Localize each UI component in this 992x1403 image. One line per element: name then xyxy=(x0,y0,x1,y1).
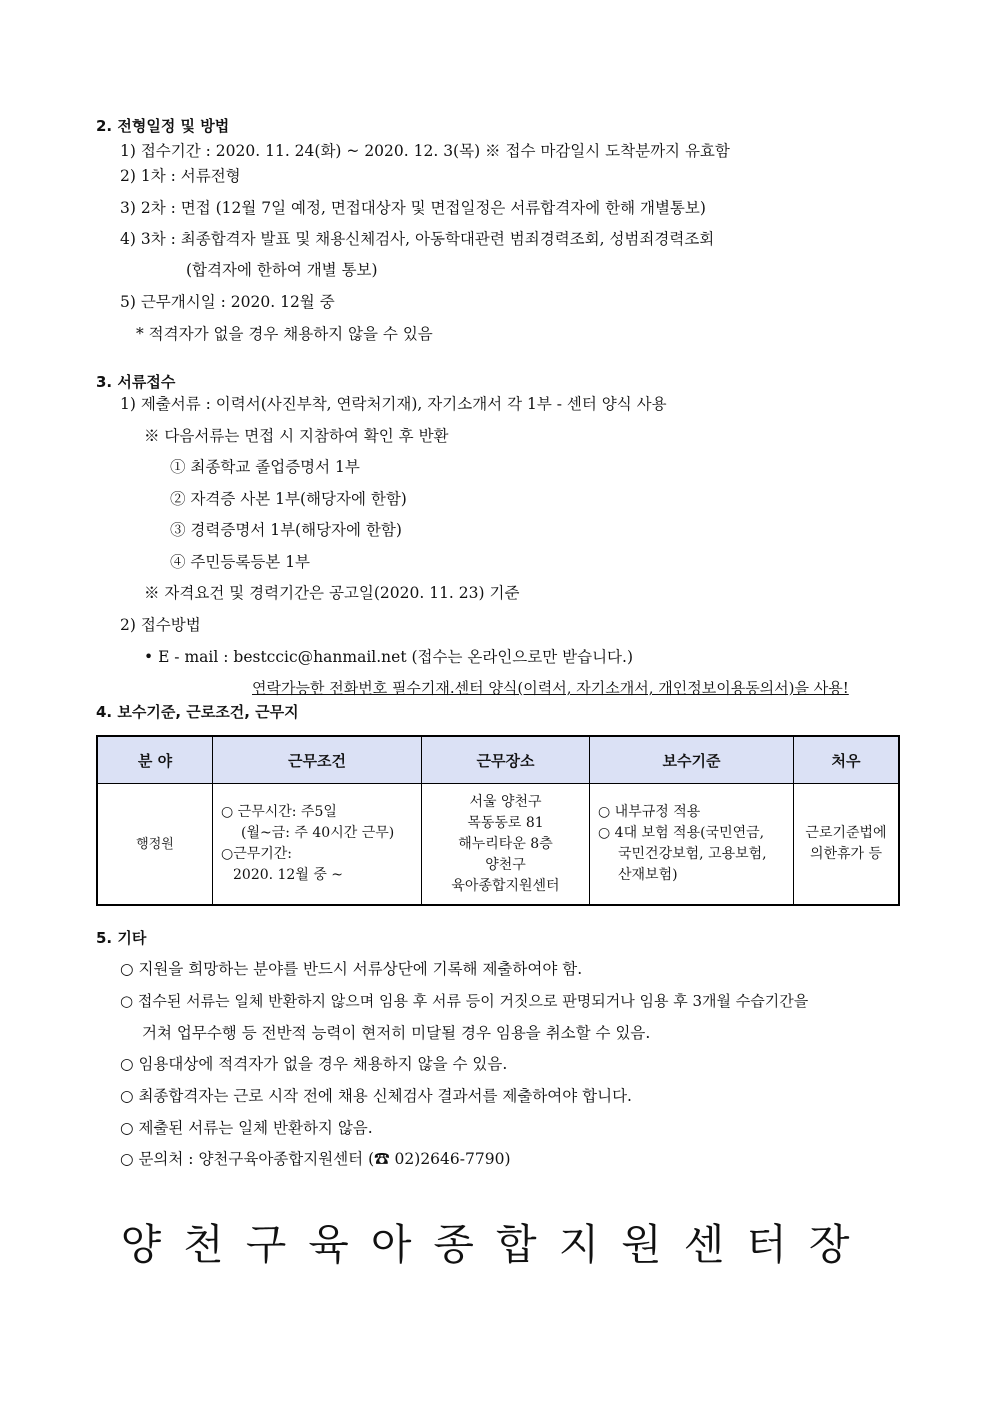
pay-line-2: ○ 4대 보험 적용(국민연금, xyxy=(598,825,765,841)
s5-item-4: ○ 최종합격자는 근로 시작 전에 채용 신체검사 결과서를 제출하여야 합니다. xyxy=(120,1087,632,1105)
s2-line-3: 3) 2차 : 면접 (12월 7일 예정, 면접대상자 및 면접일정은 서류합격자에 한해 개별통보) xyxy=(120,199,706,217)
pay-line-4: 산재보험) xyxy=(618,867,678,883)
cell-place xyxy=(422,784,590,906)
signature: 양천구육아종합지원센터장 xyxy=(120,1220,872,1269)
s5-item-1: ○ 지원을 희망하는 분야를 반드시 서류상단에 기록해 제출하여야 함. xyxy=(120,960,583,978)
s3-line-2: 2) 접수방법 xyxy=(120,616,201,634)
s2-line-4b: (합격자에 한하여 개별 통보) xyxy=(186,261,378,279)
s3-note-1: ※ 다음서류는 면접 시 지참하여 확인 후 반환 xyxy=(144,427,449,445)
cond-line-1: ○ 근무시간: 주5일 xyxy=(221,804,337,820)
s3-note-2: ※ 자격요건 및 경력기간은 공고일(2020. 11. 23) 기준 xyxy=(144,584,520,602)
place-line-3: 해누리타운 8층 xyxy=(458,835,553,852)
s5-item-6: ○ 문의처 : 양천구육아종합지원센터 (☎ 02)2646-7790) xyxy=(120,1150,511,1168)
pay-table xyxy=(96,735,900,906)
place-line-1: 서울 양천구 xyxy=(469,793,542,810)
benefit-line-2: 의한휴가 등 xyxy=(809,846,883,862)
s3-email: • E - mail : bestccic@hanmail.net (접수는 온라인으로만 받습니다.) xyxy=(144,648,634,666)
table-header-row xyxy=(97,736,899,784)
s2-line-2: 2) 1차 : 서류전형 xyxy=(120,167,241,185)
pay-line-1: ○ 내부규정 적용 xyxy=(598,804,701,820)
section-3-title: 3. 서류접수 xyxy=(96,373,176,391)
cond-line-3: ○근무기간: xyxy=(221,846,293,862)
s3-doc-4: ④ 주민등록등본 1부 xyxy=(170,553,311,571)
cond-line-4: 2020. 12월 중 ~ xyxy=(233,867,344,883)
s2-line-1: 1) 접수기간 : 2020. 11. 24(화) ~ 2020. 12. 3(목) ※ 접수 마감일시 도착분까지 유효함 xyxy=(120,142,730,160)
s3-notice: 연락가능한 전화번호 필수기재.센터 양식(이력서, 자기소개서, 개인정보이용동의서)을 사용! xyxy=(252,679,849,697)
s3-doc-2: ② 자격증 사본 1부(해당자에 한함) xyxy=(170,490,407,508)
benefit-line-1: 근로기준법에 xyxy=(805,825,887,841)
cell-field: 행정원 xyxy=(97,784,213,906)
s2-line-5: 5) 근무개시일 : 2020. 12월 중 xyxy=(120,293,335,311)
s2-line-4: 4) 3차 : 최종합격자 발표 및 채용신체검사, 아동학대관련 범죄경력조회, 성범죄경력조회 xyxy=(120,230,715,248)
pay-line-3: 국민건강보험, 고용보험, xyxy=(618,846,767,862)
header-conditions: 근무조건 xyxy=(213,736,422,784)
cell-pay xyxy=(590,784,794,906)
s3-doc-1: ① 최종학교 졸업증명서 1부 xyxy=(170,458,360,476)
cond-line-2: (월~금: 주 40시간 근무) xyxy=(241,825,395,841)
s5-item-2: ○ 접수된 서류는 일체 반환하지 않으며 임용 후 서류 등이 거짓으로 판명되거나 임용 후 3개월 수습기간을 xyxy=(120,992,809,1010)
header-benefit: 처우 xyxy=(794,736,900,784)
s5-item-5: ○ 제출된 서류는 일체 반환하지 않음. xyxy=(120,1119,373,1137)
place-line-5: 육아종합지원센터 xyxy=(451,877,560,894)
s3-line-1: 1) 제출서류 : 이력서(사진부착, 연락처기재), 자기소개서 각 1부 - 센터 양식 사용 xyxy=(120,395,667,413)
header-pay: 보수기준 xyxy=(590,736,794,784)
place-line-2: 목동동로 81 xyxy=(467,814,544,831)
s5-item-2b: 거쳐 업무수행 등 전반적 능력이 현저히 미달될 경우 임용을 취소할 수 있음. xyxy=(142,1024,651,1042)
s5-item-3: ○ 임용대상에 적격자가 없을 경우 채용하지 않을 수 있음. xyxy=(120,1055,508,1073)
cell-benefit xyxy=(794,784,900,906)
place-line-4: 양천구 xyxy=(485,856,526,873)
section-5-title: 5. 기타 xyxy=(96,929,147,947)
s2-note: * 적격자가 없을 경우 채용하지 않을 수 있음 xyxy=(136,325,433,343)
section-4-title: 4. 보수기준, 근로조건, 근무지 xyxy=(96,703,299,721)
section-2-title: 2. 전형일정 및 방법 xyxy=(96,117,230,135)
cell-conditions xyxy=(213,784,422,906)
header-place: 근무장소 xyxy=(422,736,590,784)
header-field: 분 야 xyxy=(97,736,213,784)
s3-doc-3: ③ 경력증명서 1부(해당자에 한함) xyxy=(170,521,402,539)
table-row xyxy=(97,784,899,906)
